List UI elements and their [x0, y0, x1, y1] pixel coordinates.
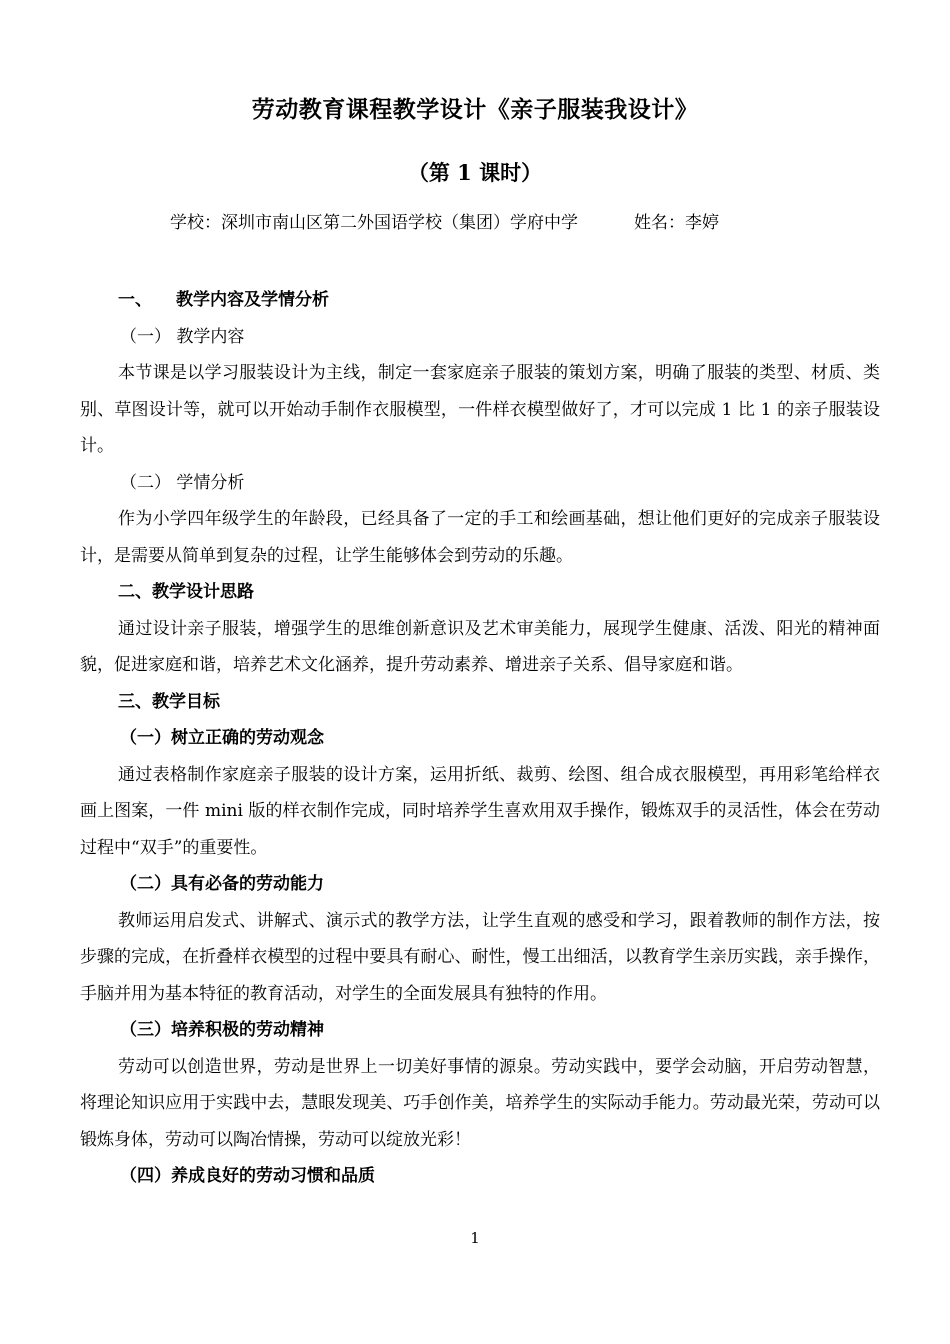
goal-1-paragraph: 通过表格制作家庭亲子服装的设计方案，运用折纸、裁剪、绘图、组合成衣服模型，再用彩笔给样衣画上图案，一件 mini 版的样衣制作完成，同时培养学生喜欢用双手操作，锻炼双手的灵活性，体会在劳动过程中“双手”的重要性。 — [80, 764, 880, 858]
section-1-number: 一、 — [118, 290, 152, 310]
goal-1-heading: （一）树立正确的劳动观念 — [120, 728, 324, 748]
author-name: 姓名：李婷 — [634, 213, 719, 233]
student-analysis-paragraph: 作为小学四年级学生的年龄段，已经具备了一定的手工和绘画基础，想让他们更好的完成亲子服装设计，是需要从简单到复杂的过程，让学生能够体会到劳动的乐趣。 — [80, 509, 880, 566]
section-3-heading: 三、教学目标 — [118, 691, 220, 712]
section-2-heading: 二、教学设计思路 — [118, 582, 254, 602]
author-info — [170, 208, 719, 238]
design-idea-paragraph: 通过设计亲子服装，增强学生的思维创新意识及艺术审美能力，展现学生健康、活泼、阳光的精神面貌，促进家庭和谐，培养艺术文化涵养，提升劳动素养、增进亲子关系、倡导家庭和谐。 — [80, 618, 880, 675]
goal-2-paragraph: 教师运用启发式、讲解式、演示式的教学方法，让学生直观的感受和学习，跟着教师的制作方法，按步骤的完成，在折叠样衣模型的过程中要具有耐心、耐性，慢工出细活，以教育学生亲历实践，亲手操作，手脑并用为基本特征的教育活动，对学生的全面发展具有独特的作用。 — [80, 910, 880, 1004]
goal-2-heading: （二）具有必备的劳动能力 — [120, 874, 324, 894]
goal-3-paragraph: 劳动可以创造世界，劳动是世界上一切美好事情的源泉。劳动实践中，要学会动脑，开启劳动智慧，将理论知识应用于实践中去，慧眼发现美、巧手创作美，培养学生的实际动手能力。劳动最光荣，劳动可以锻炼身体，劳动可以陶冶情操，劳动可以绽放光彩！ — [80, 1056, 880, 1150]
goal-4-heading: （四）养成良好的劳动习惯和品质 — [120, 1166, 375, 1186]
subsection-student-analysis-heading: （二） 学情分析 — [120, 472, 245, 493]
teaching-content-paragraph: 本节课是以学习服装设计为主线，制定一套家庭亲子服装的策划方案，明确了服装的类型、材质、类别、草图设计等，就可以开始动手制作衣服模型，一件样衣模型做好了，才可以完成 1 比 1 的亲子服装设计。 — [80, 363, 880, 456]
subsection-teaching-content-heading: （一） 教学内容 — [120, 326, 245, 347]
section-1-heading — [80, 282, 880, 319]
document-title: 劳动教育课程教学设计《亲子服装我设计》 — [251, 96, 699, 123]
school-name: 学校：深圳市南山区第二外国语学校（集团）学府中学 — [170, 213, 578, 233]
goal-3-heading: （三）培养积极的劳动精神 — [120, 1020, 324, 1040]
document-body — [80, 282, 880, 1195]
lesson-period: （第 1 课时） — [407, 160, 543, 185]
section-1-title: 教学内容及学情分析 — [176, 290, 329, 310]
page-number: 1 — [470, 1229, 480, 1247]
